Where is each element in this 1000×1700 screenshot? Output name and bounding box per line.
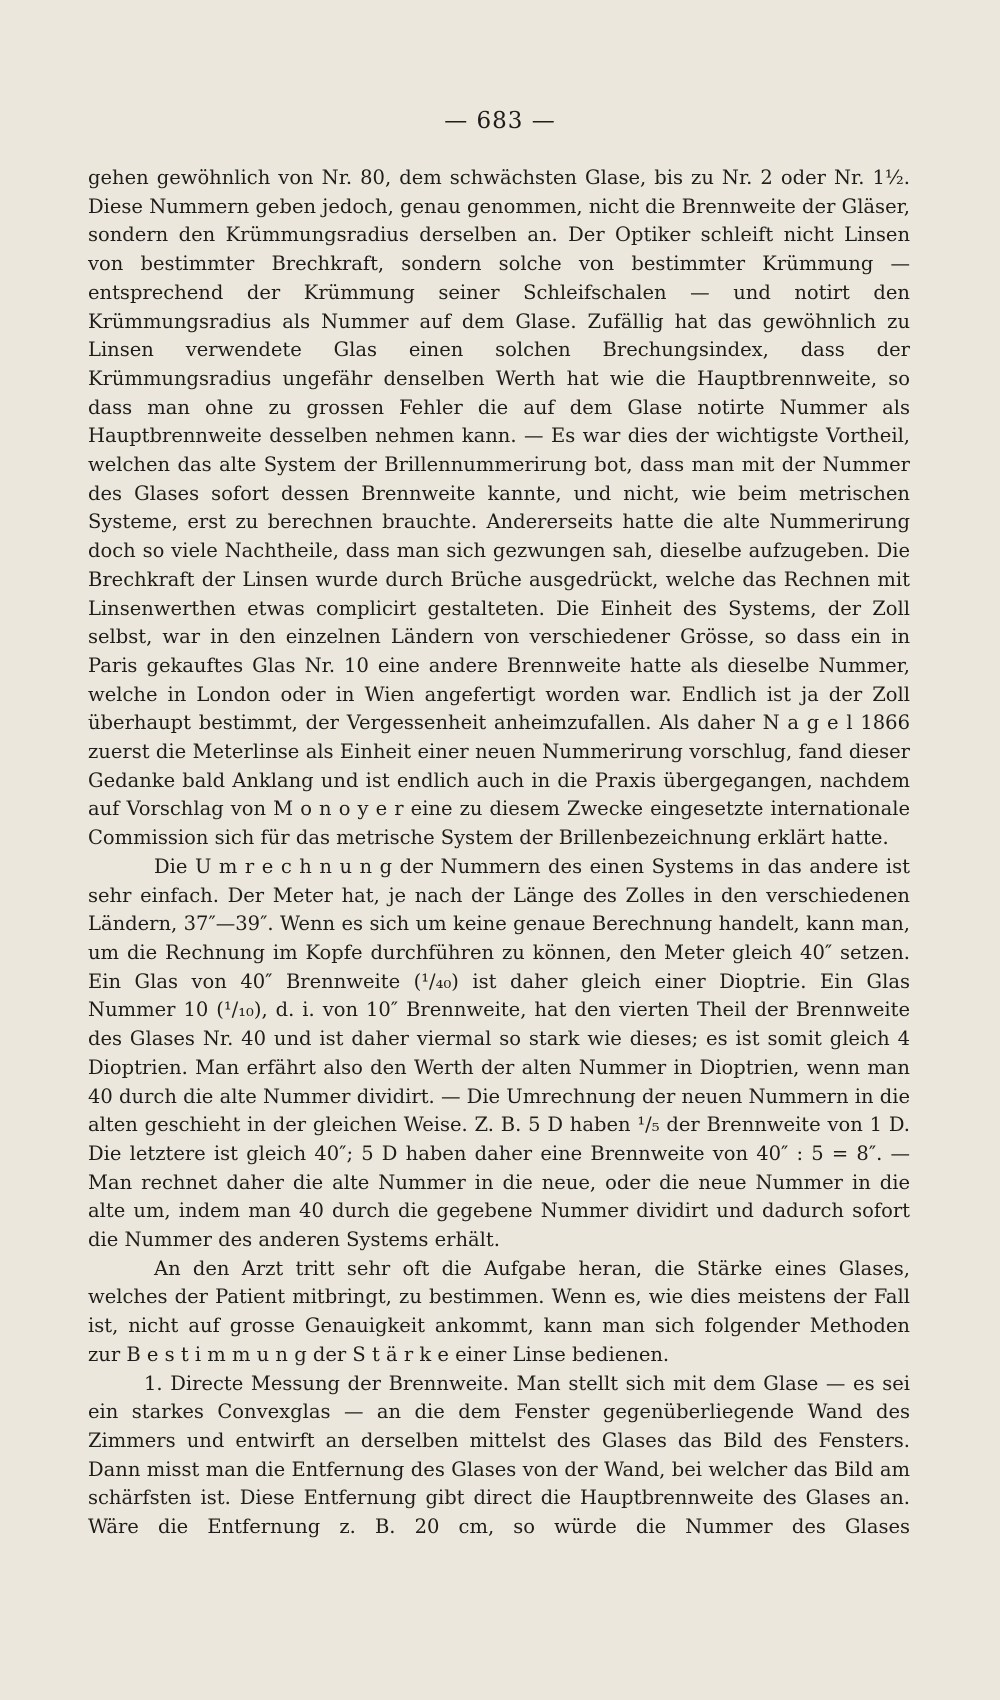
paragraph-2: Die U m r e c h n u n g der Nummern des einen Systems in das andere ist sehr einfach. Der Meter hat, je nach der Länge des Zolles in den verschiedenen Ländern, 37″—39″. Wenn es sich um keine genaue Berechnung handelt, kann man, um die Rechnung im Kopfe durchführen zu können, den Meter gleich 40″ setzen. Ein Glas von 40″ Brennweite (¹/₄₀) ist daher gleich einer Dioptrie. Ein Glas Nummer 10 (¹/₁₀), d. i. von 10″ Brennweite, hat den vierten Theil der Brennweite des Glases Nr. 40 und ist daher viermal so stark wie dieses; es ist somit gleich 4 Dioptrien. Man erfährt also den Werth der alten Nummer in Dioptrien, wenn man 40 durch die alte Nummer dividirt. — Die Umrechnung der neuen Nummern in die alten geschieht in der gleichen Weise. Z. B. 5 D haben ¹/₅ der Brennweite von 1 D. Die letztere ist gleich 40″; 5 D haben daher eine Brennweite von 40″ : 5 = 8″. — Man rechnet daher die alte Nummer in die neue, oder die neue Nummer in die alte um, indem man 40 durch die gegebene Nummer dividirt und dadurch sofort die Nummer des anderen Systems erhält. xyxy=(88,854,910,1252)
paragraph-1: gehen gewöhnlich von Nr. 80, dem schwächsten Glase, bis zu Nr. 2 oder Nr. 1½. Diese Nummern geben jedoch, genau genommen, nicht die Brennweite der Gläser, sondern den Krümmungsradius derselben an. Der Optiker schleift nicht Linsen von bestimmter Brechkraft, sondern solche von bestimmter Krümmung — entsprechend der Krümmung seiner Schleifschalen — und notirt den Krümmungsradius als Nummer auf dem Glase. Zufällig hat das gewöhnlich zu Linsen verwendete Glas einen solchen Brechungsindex, dass der Krümmungsradius ungefähr denselben Werth hat wie die Hauptbrennweite, so dass man ohne zu grossen Fehler die auf dem Glase notirte Nummer als Hauptbrennweite desselben nehmen kann. — Es war dies der wichtigste Vortheil, welchen das alte System der Brillennummerirung bot, dass man mit der Nummer des Glases sofort dessen Brennweite kannte, und nicht, wie beim metrischen Systeme, erst zu berechnen brauchte. Andererseits hatte die alte Nummerirung doch so viele Nachtheile, dass man sich gezwungen sah, dieselbe aufzugeben. Die Brechkraft der Linsen wurde durch Brüche ausgedrückt, welche das Rechnen mit Linsenwerthen etwas complicirt gestalteten. Die Einheit des Systems, der Zoll selbst, war in den einzelnen Ländern von verschiedener Grösse, so dass ein in Paris gekauftes Glas Nr. 10 eine andere Brennweite hatte als dieselbe Nummer, welche in London oder in Wien angefertigt worden war. Endlich ist ja der Zoll überhaupt bestimmt, der Vergessenheit anheimzufallen. Als daher N a g e l 1866 zuerst die Meterlinse als Einheit einer neuen Nummerirung vorschlug, fand dieser Gedanke bald Anklang und ist endlich auch in die Praxis übergegangen, nachdem auf Vorschlag von M o n o y e r eine zu diesem Zwecke eingesetzte internationale Commission sich für das metrische System der Brillenbezeichnung erklärt hatte. xyxy=(88,166,910,850)
paragraph-4: 1. Directe Messung der Brennweite. Man stellt sich mit dem Glase — es sei ein starkes Convexglas — an die dem Fenster gegenüberliegende Wand des Zimmers und entwirft an derselben mittelst des Glases das Bild des Fensters. Dann misst man die Entfernung des Glases von der Wand, bei welcher das Bild am schärfsten ist. Diese Entfernung gibt direct die Hauptbrennweite des Glases an. Wäre die Entfernung z. B. 20 cm, so würde die Nummer des Glases xyxy=(88,1371,910,1539)
paragraph-3: An den Arzt tritt sehr oft die Aufgabe heran, die Stärke eines Glases, welches der Patient mitbringt, zu bestimmen. Wenn es, wie dies meistens der Fall ist, nicht auf grosse Genauigkeit ankommt, kann man sich folgender Methoden zur B e s t i m m u n g der S t ä r k e einer Linse bedienen. xyxy=(88,1256,910,1366)
page-number: — 683 — xyxy=(444,108,556,134)
body-text xyxy=(88,164,910,1542)
